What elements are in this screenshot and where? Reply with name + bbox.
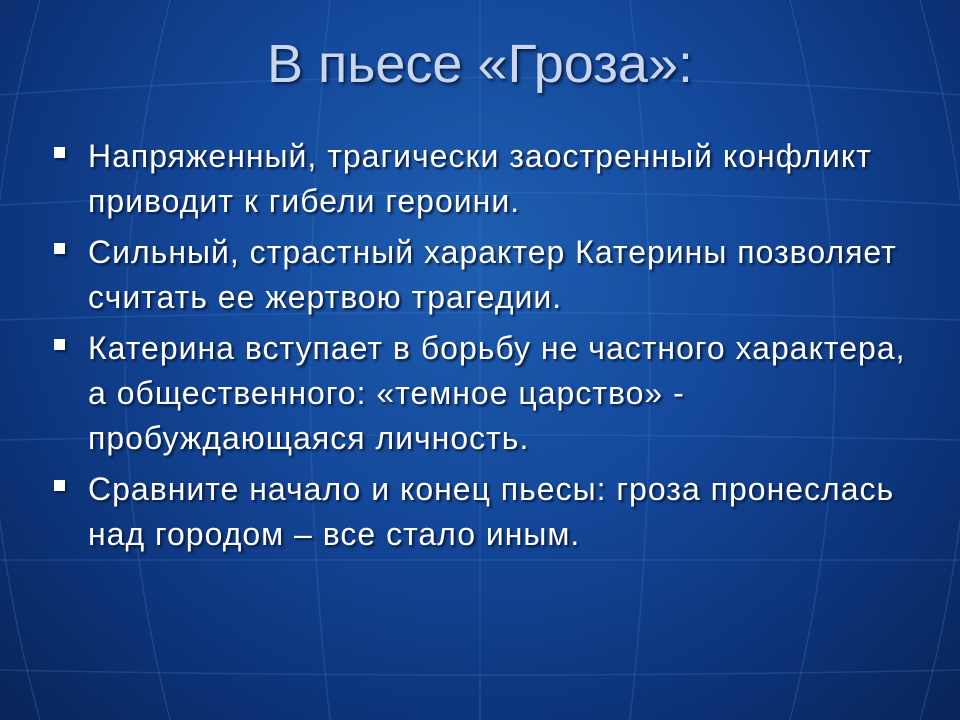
square-bullet-icon — [54, 243, 65, 254]
bullet-item — [50, 326, 930, 461]
square-bullet-icon — [54, 480, 65, 491]
bullet-item — [50, 134, 930, 224]
slide-title: В пьесе «Гроза»: — [267, 34, 693, 94]
bullet-item — [50, 230, 930, 320]
bullet-text: Напряженный, трагически заостренный конфликт приводит к гибели героини. — [88, 138, 872, 219]
bullet-list — [50, 134, 930, 563]
square-bullet-icon — [54, 147, 65, 158]
bullet-text: Сравните начало и конец пьесы: гроза пронеслась над городом – все стало иным. — [88, 471, 895, 552]
bullet-item — [50, 467, 930, 557]
bullet-text: Сильный, страстный характер Катерины позволяет считать ее жертвою трагедии. — [88, 234, 897, 315]
square-bullet-icon — [54, 339, 65, 350]
bullet-text: Катерина вступает в борьбу не частного характера, а общественного: «темное царство» - пробуждающаяся личность. — [88, 330, 906, 456]
